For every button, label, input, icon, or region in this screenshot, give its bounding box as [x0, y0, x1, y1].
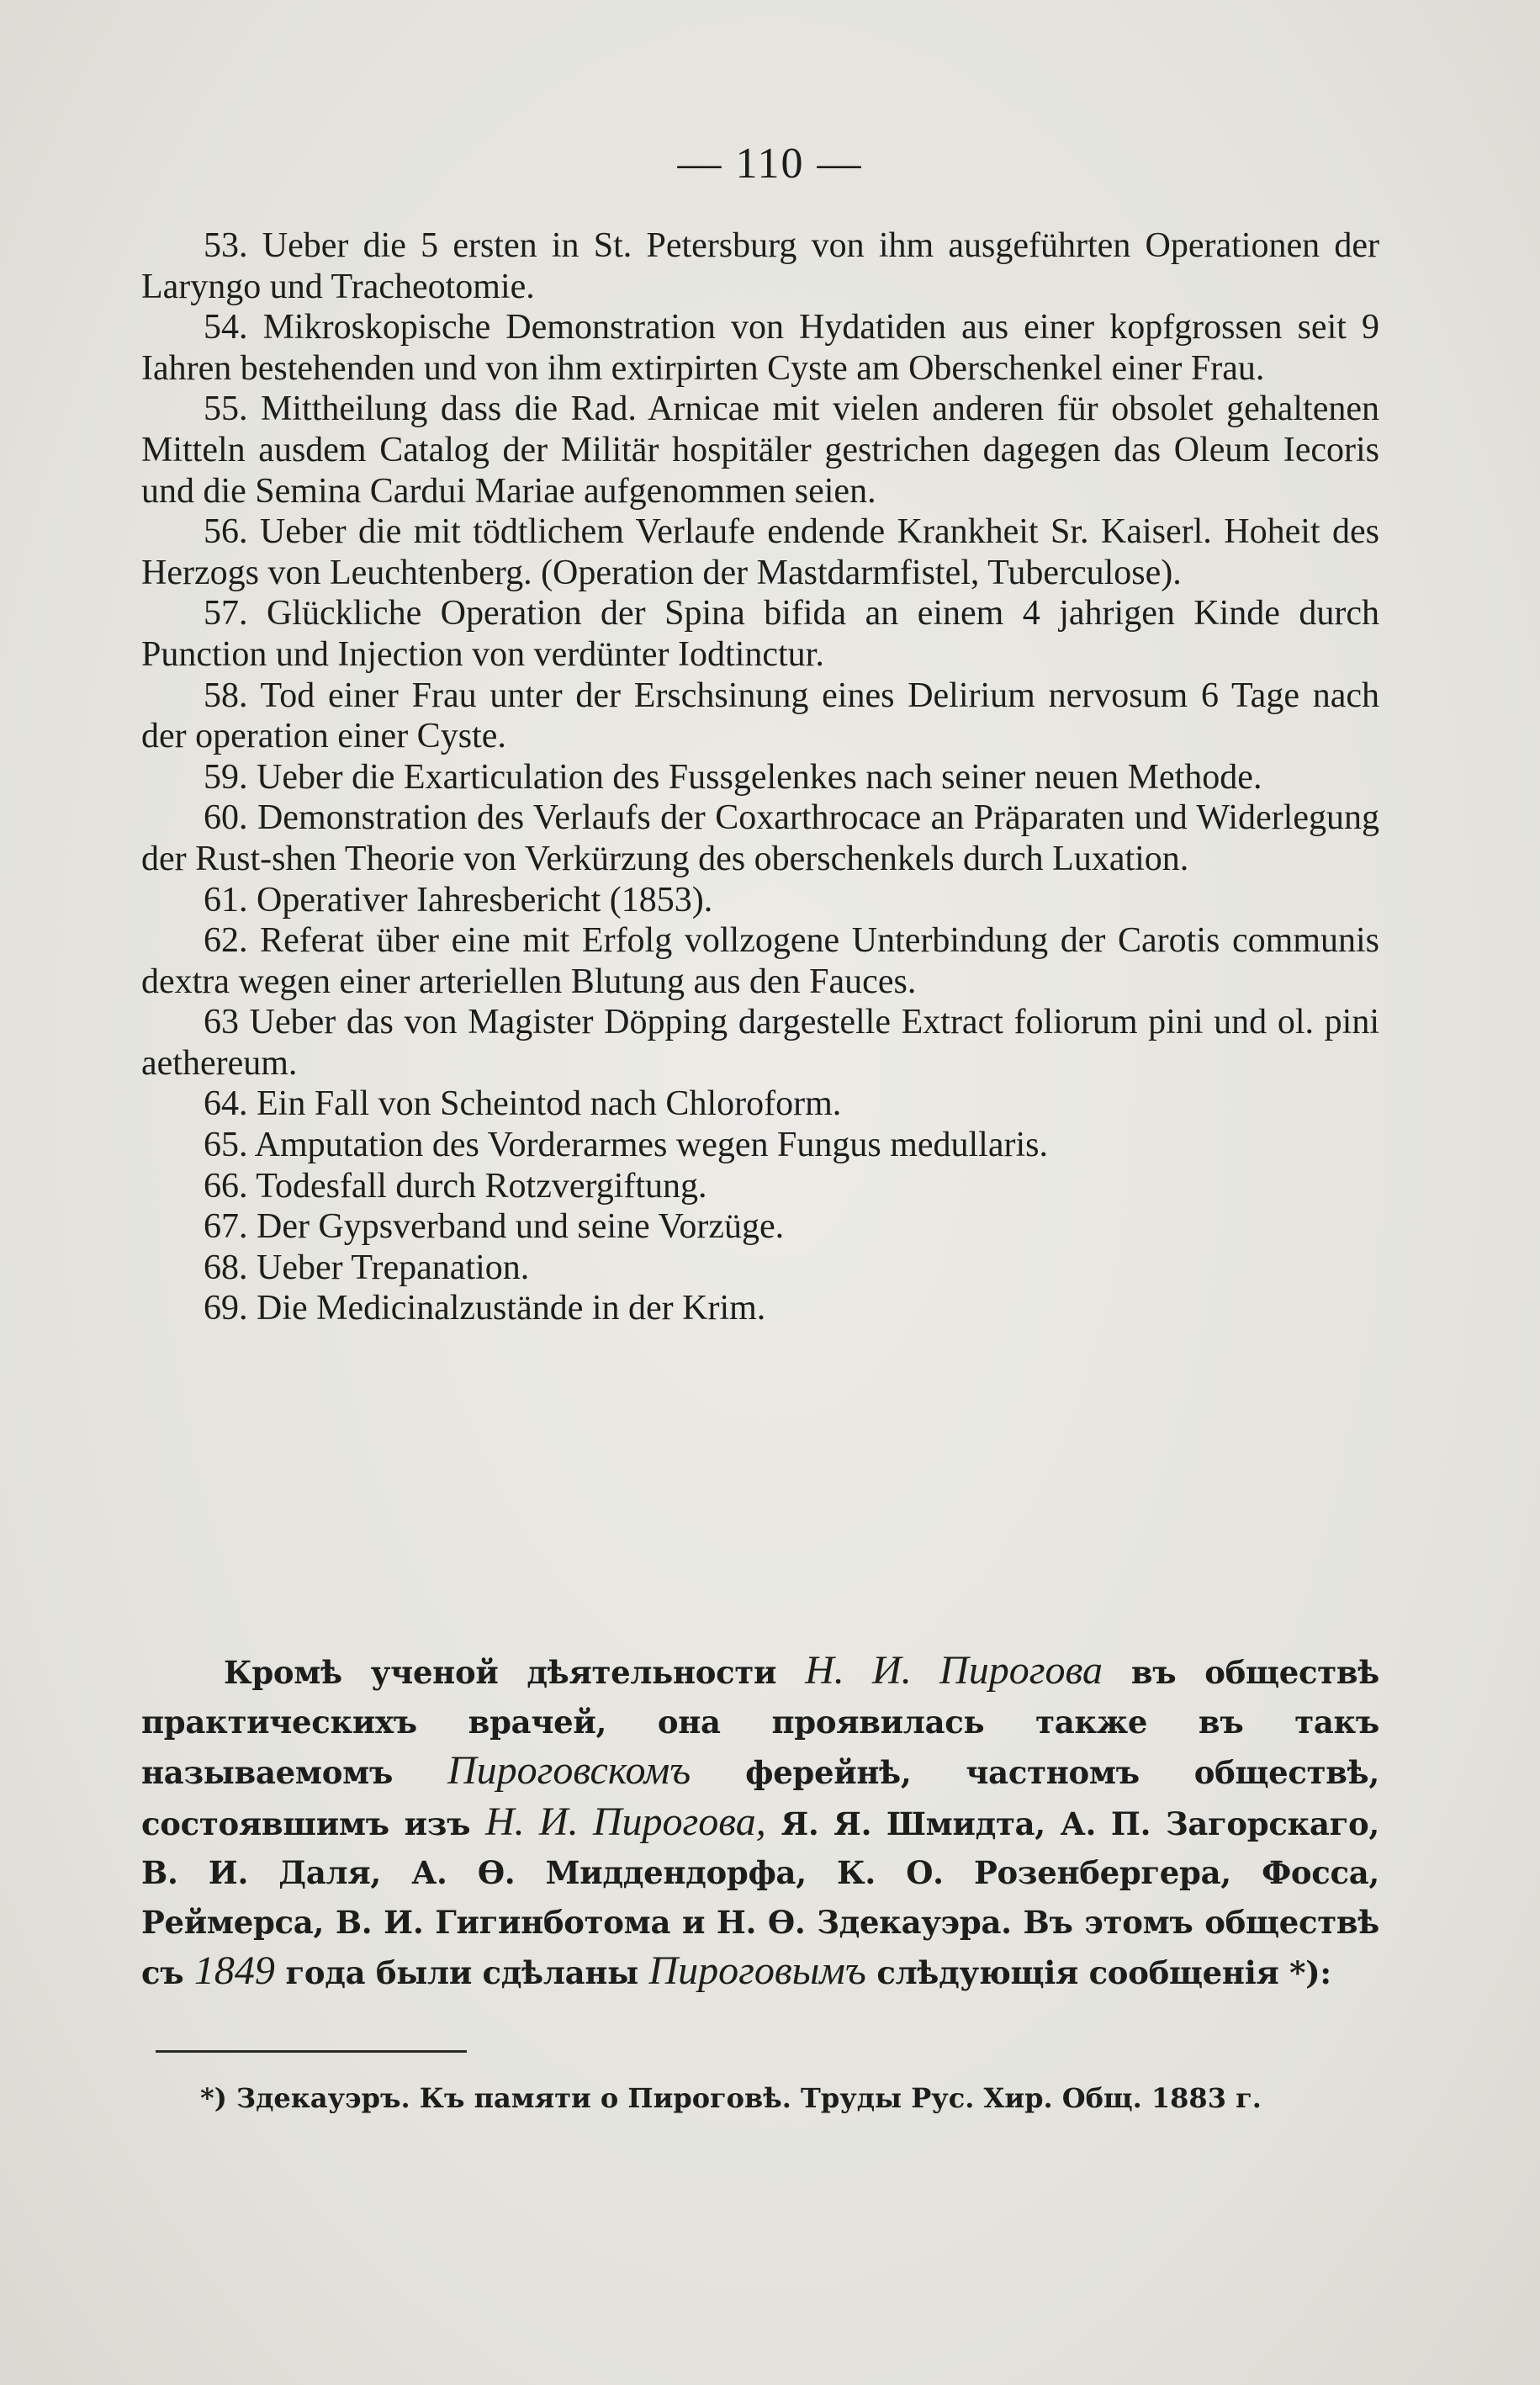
page-number: — 110 — [677, 140, 863, 188]
list-item: 63 Ueber das von Magister Döpping dargestelle Extract foliorum pini und ol. pini aethereum. [141, 1003, 1379, 1083]
list-item: 56. Ueber die mit tödtlichem Verlaufe endende Krankheit Sr. Kaiserl. Hoheit des Herzogs von Leuchtenberg. (Operation der Mastdarmfistel, Tuberculose). [141, 512, 1379, 592]
list-item: 60. Demonstration des Verlaufs der Coxarthrocace an Präparaten und Widerlegung der Rust-shen Theorie von Verkürzung des oberschenkels durch Luxation. [141, 798, 1379, 878]
society-name: Пироговскомъ [447, 1748, 691, 1793]
paragraph-text: года были сдѣланы [285, 1954, 638, 1991]
author-name: Н. И. Пирогова [805, 1648, 1103, 1693]
item-list [141, 225, 1379, 1329]
paragraph-text: слѣдующія сообщенія *): [876, 1954, 1331, 1991]
list-item: 65. Amputation des Vorderarmes wegen Fungus medullaris. [204, 1126, 1048, 1165]
list-item: 67. Der Gypsverband und seine Vorzüge. [204, 1207, 785, 1247]
list-item: 62. Referat über eine mit Erfolg vollzogene Unterbindung der Carotis communis dextra wegen einer arteriellen Blutung aus den Fauces. [141, 921, 1379, 1001]
paragraph-text: Кромѣ ученой дѣятельности [224, 1654, 777, 1691]
paragraph-text: ферейнѣ, частномъ обществѣ, состоявшимъ изъ [141, 1754, 1379, 1842]
list-item: 59. Ueber die Exarticulation des Fussgelenkes nach seiner neuen Methode. [204, 757, 1262, 797]
paragraph-text: Я. Я. Шмидта, А. П. Загорскаго, В. И. Даля, А. Ѳ. Миддендорфа, К. О. Розенбергера, Фосса, Реймерса, В. И. Гигинботома и Н. Ѳ. Здекауэра. Въ этомъ обществѣ съ [141, 1805, 1380, 1991]
footnote-divider [156, 2050, 467, 2053]
paragraph-text: въ обществѣ практическихъ врачей, она проявилась также въ такъ называемомъ [141, 1654, 1379, 1791]
list-item: 54. Mikroskopische Demonstration von Hydatiden aus einer kopfgrossen seit 9 Iahren bestehenden und von ihm extirpirten Cyste am Oberschenkel einer Frau. [141, 308, 1379, 388]
list-item: 58. Tod einer Frau unter der Erschsinung eines Delirium nervosum 6 Tage nach der operation einer Cyste. [141, 676, 1379, 756]
author-name: Н. И. Пирогова, [485, 1799, 766, 1844]
list-item: 61. Operativer Iahresbericht (1853). [204, 880, 713, 920]
list-item: 55. Mittheilung dass die Rad. Arnicae mit vielen anderen für obsolet gehaltenen Mitteln ausdem Catalog der Militär hospitäler gestrichen dagegen das Oleum Iecoris und die Semina Cardui Mariae aufgenommen seien. [141, 390, 1379, 511]
footnote: *) Здекауэръ. Къ памяти о Пироговѣ. Труды Рус. Хир. Общ. 1883 г. [200, 2082, 1262, 2114]
list-item: 68. Ueber Trepanation. [204, 1248, 530, 1287]
year: 1849 [193, 1948, 275, 1993]
list-item: 66. Todesfall durch Rotzvergiftung. [204, 1166, 707, 1206]
body-paragraph [141, 1646, 1379, 1998]
author-name: Пироговымъ [648, 1948, 866, 1993]
list-item: 64. Ein Fall von Scheintod nach Chloroform. [204, 1084, 842, 1124]
list-item: 69. Die Medicinalzustände in der Krim. [204, 1289, 766, 1328]
list-item: 57. Glückliche Operation der Spina bifida an einem 4 jahrigen Kinde durch Punction und Injection von verdünter Iodtinctur. [141, 594, 1379, 674]
list-item: 53. Ueber die 5 ersten in St. Petersburg von ihm ausgeführten Operationen der Laryngo und Tracheotomie. [141, 226, 1379, 306]
